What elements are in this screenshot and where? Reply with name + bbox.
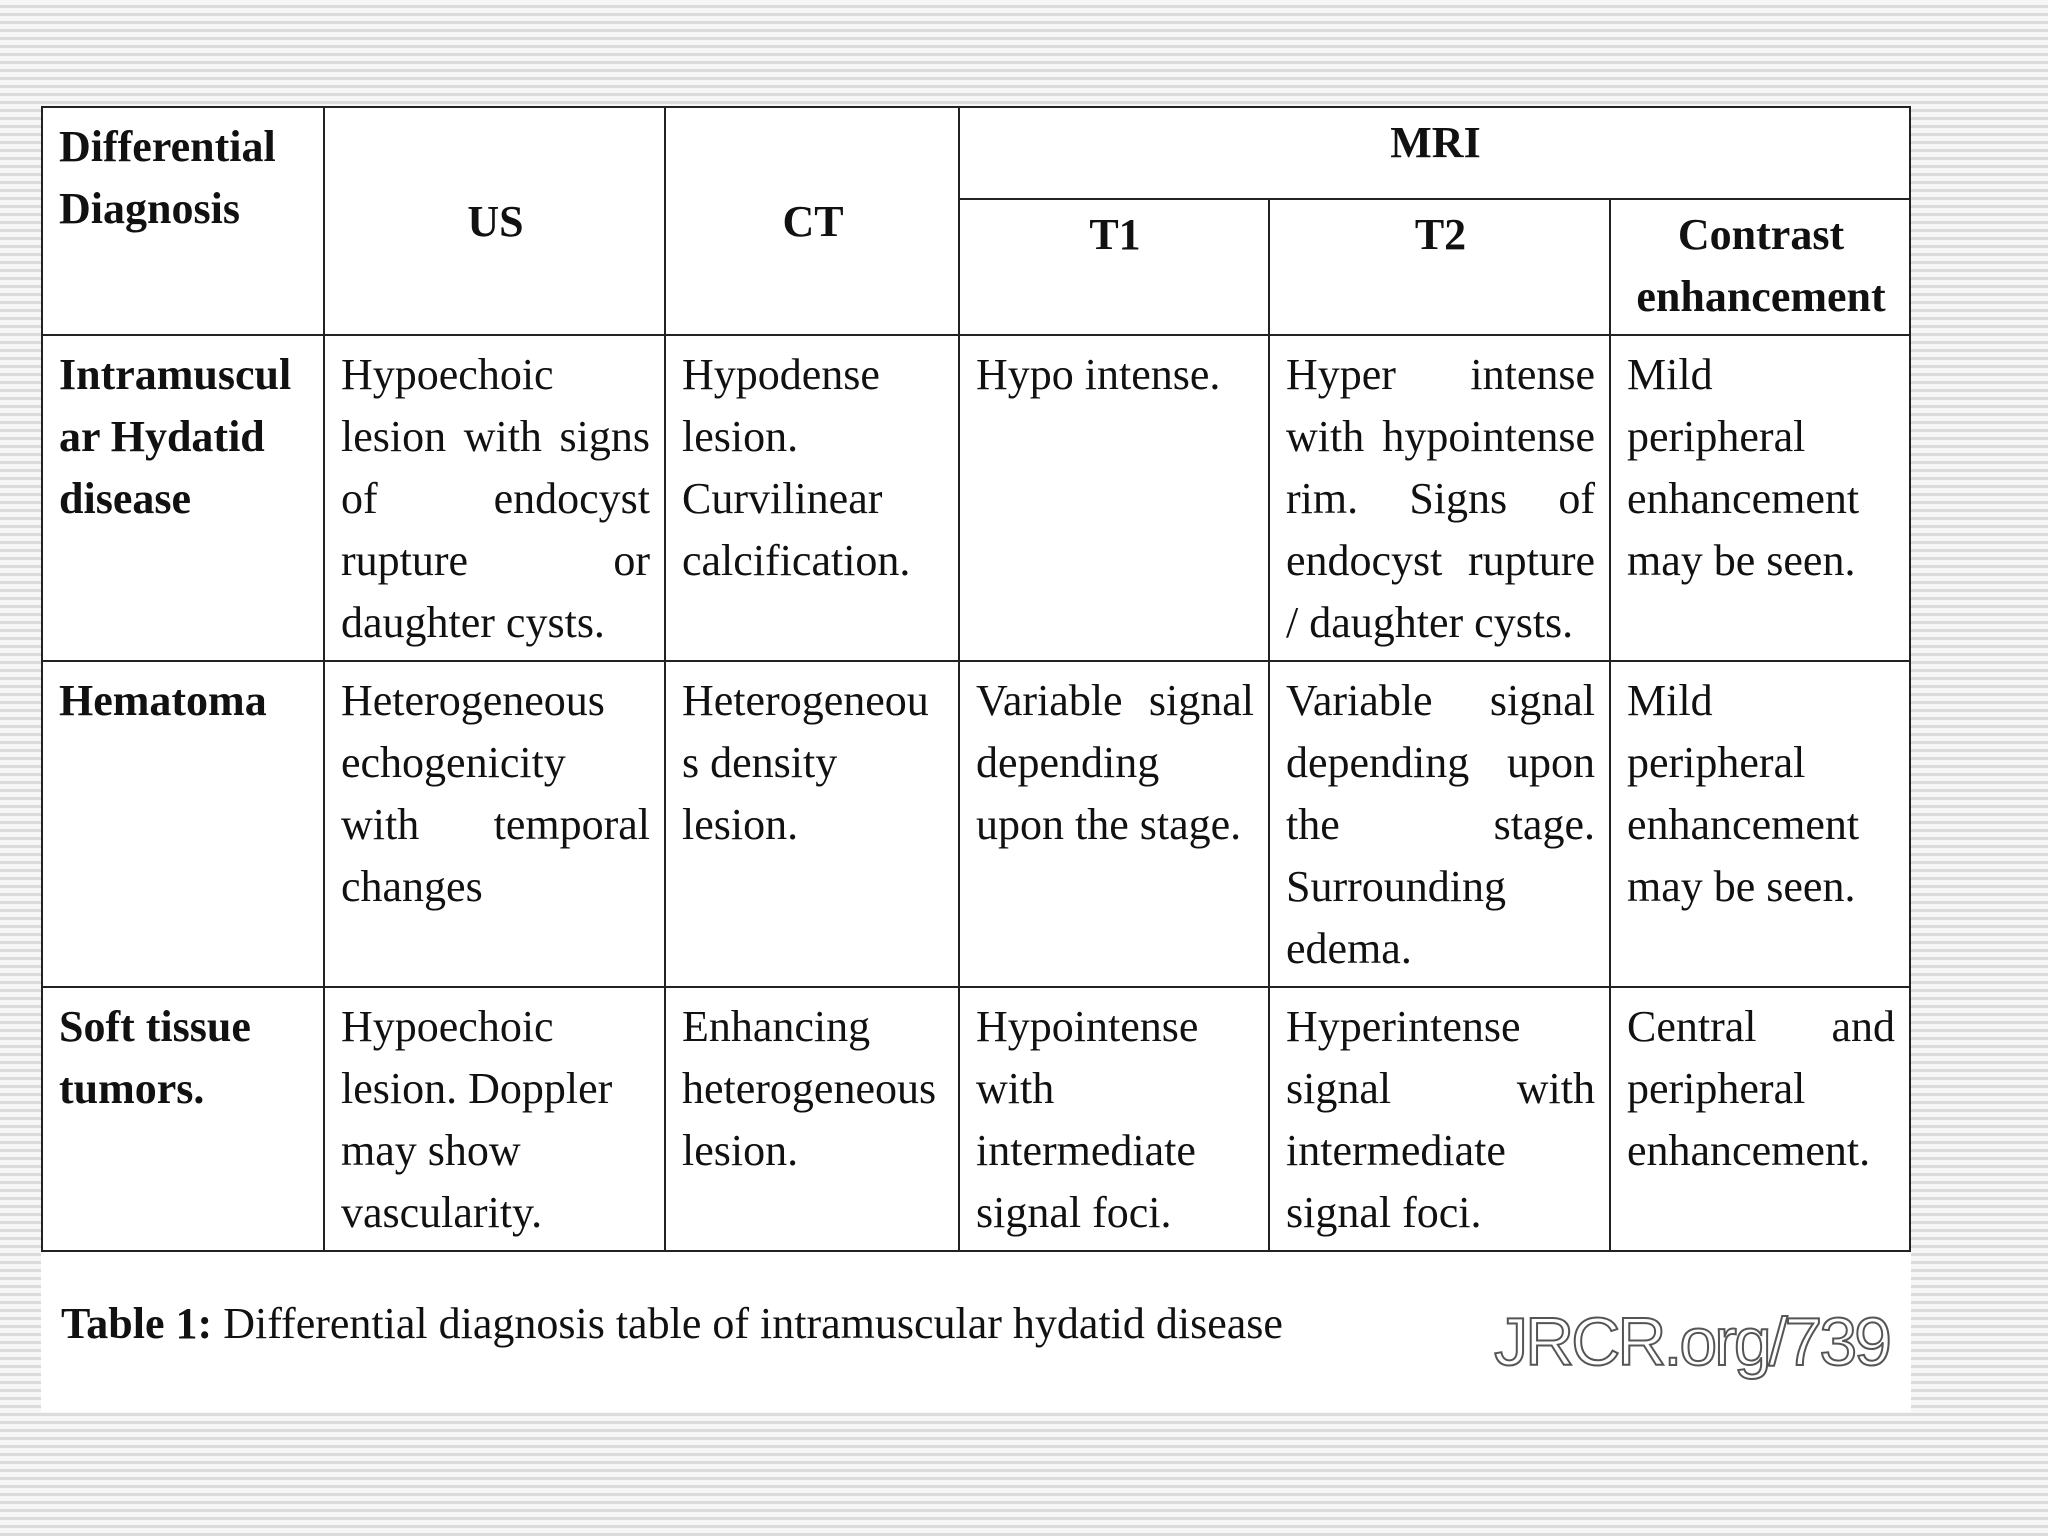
header-contrast-enhancement: Contrast enhancement — [1610, 199, 1910, 335]
differential-diagnosis-table — [41, 106, 1911, 1252]
cell-t1: Variable signal depending upon the stage. — [959, 661, 1269, 987]
header-t2: T2 — [1269, 199, 1610, 335]
row-diagnosis: Hematoma — [42, 661, 324, 987]
cell-t1: Hypointense with intermediate signal foci. — [959, 987, 1269, 1251]
header-mri: MRI — [959, 107, 1910, 199]
cell-contrast: Central and peripheral enhancement. — [1610, 987, 1910, 1251]
caption-text: Differential diagnosis table of intramuscular hydatid disease — [212, 1299, 1283, 1348]
cell-us: Hypoechoic lesion. Doppler may show vascularity. — [324, 987, 665, 1251]
caption-label: Table 1: — [61, 1299, 213, 1348]
header-differential-diagnosis: Differential Diagnosis — [42, 107, 324, 335]
table-row — [42, 335, 1910, 661]
table-caption — [61, 1294, 1283, 1354]
slide-panel — [41, 106, 1911, 1412]
cell-ct: Hypodense lesion. Curvilinear calcification. — [665, 335, 959, 661]
row-diagnosis: Soft tissue tumors. — [42, 987, 324, 1251]
cell-t2: Hyperintense signal with intermediate signal foci. — [1269, 987, 1610, 1251]
cell-contrast: Mild peripheral enhancement may be seen. — [1610, 661, 1910, 987]
header-t1: T1 — [959, 199, 1269, 335]
table-row — [42, 661, 1910, 987]
row-diagnosis: Intramuscular Hydatid disease — [42, 335, 324, 661]
cell-contrast: Mild peripheral enhancement may be seen. — [1610, 335, 1910, 661]
cell-t2: Hyper intense with hypointense rim. Signs of endocyst rupture / daughter cysts. — [1269, 335, 1610, 661]
header-us: US — [324, 107, 665, 335]
cell-ct: Enhancing heterogeneous lesion. — [665, 987, 959, 1251]
cell-us: Hypoechoic lesion with signs of endocyst rupture or daughter cysts. — [324, 335, 665, 661]
header-ct: CT — [665, 107, 959, 335]
cell-t2: Variable signal depending upon the stage. Surrounding edema. — [1269, 661, 1610, 987]
cell-us: Heterogeneous echogenicity with temporal changes — [324, 661, 665, 987]
cell-t1: Hypo intense. — [959, 335, 1269, 661]
table-row — [42, 987, 1910, 1251]
jrcr-watermark: JRCR.org/739 — [1494, 1304, 1889, 1380]
cell-ct: Heterogeneous density lesion. — [665, 661, 959, 987]
